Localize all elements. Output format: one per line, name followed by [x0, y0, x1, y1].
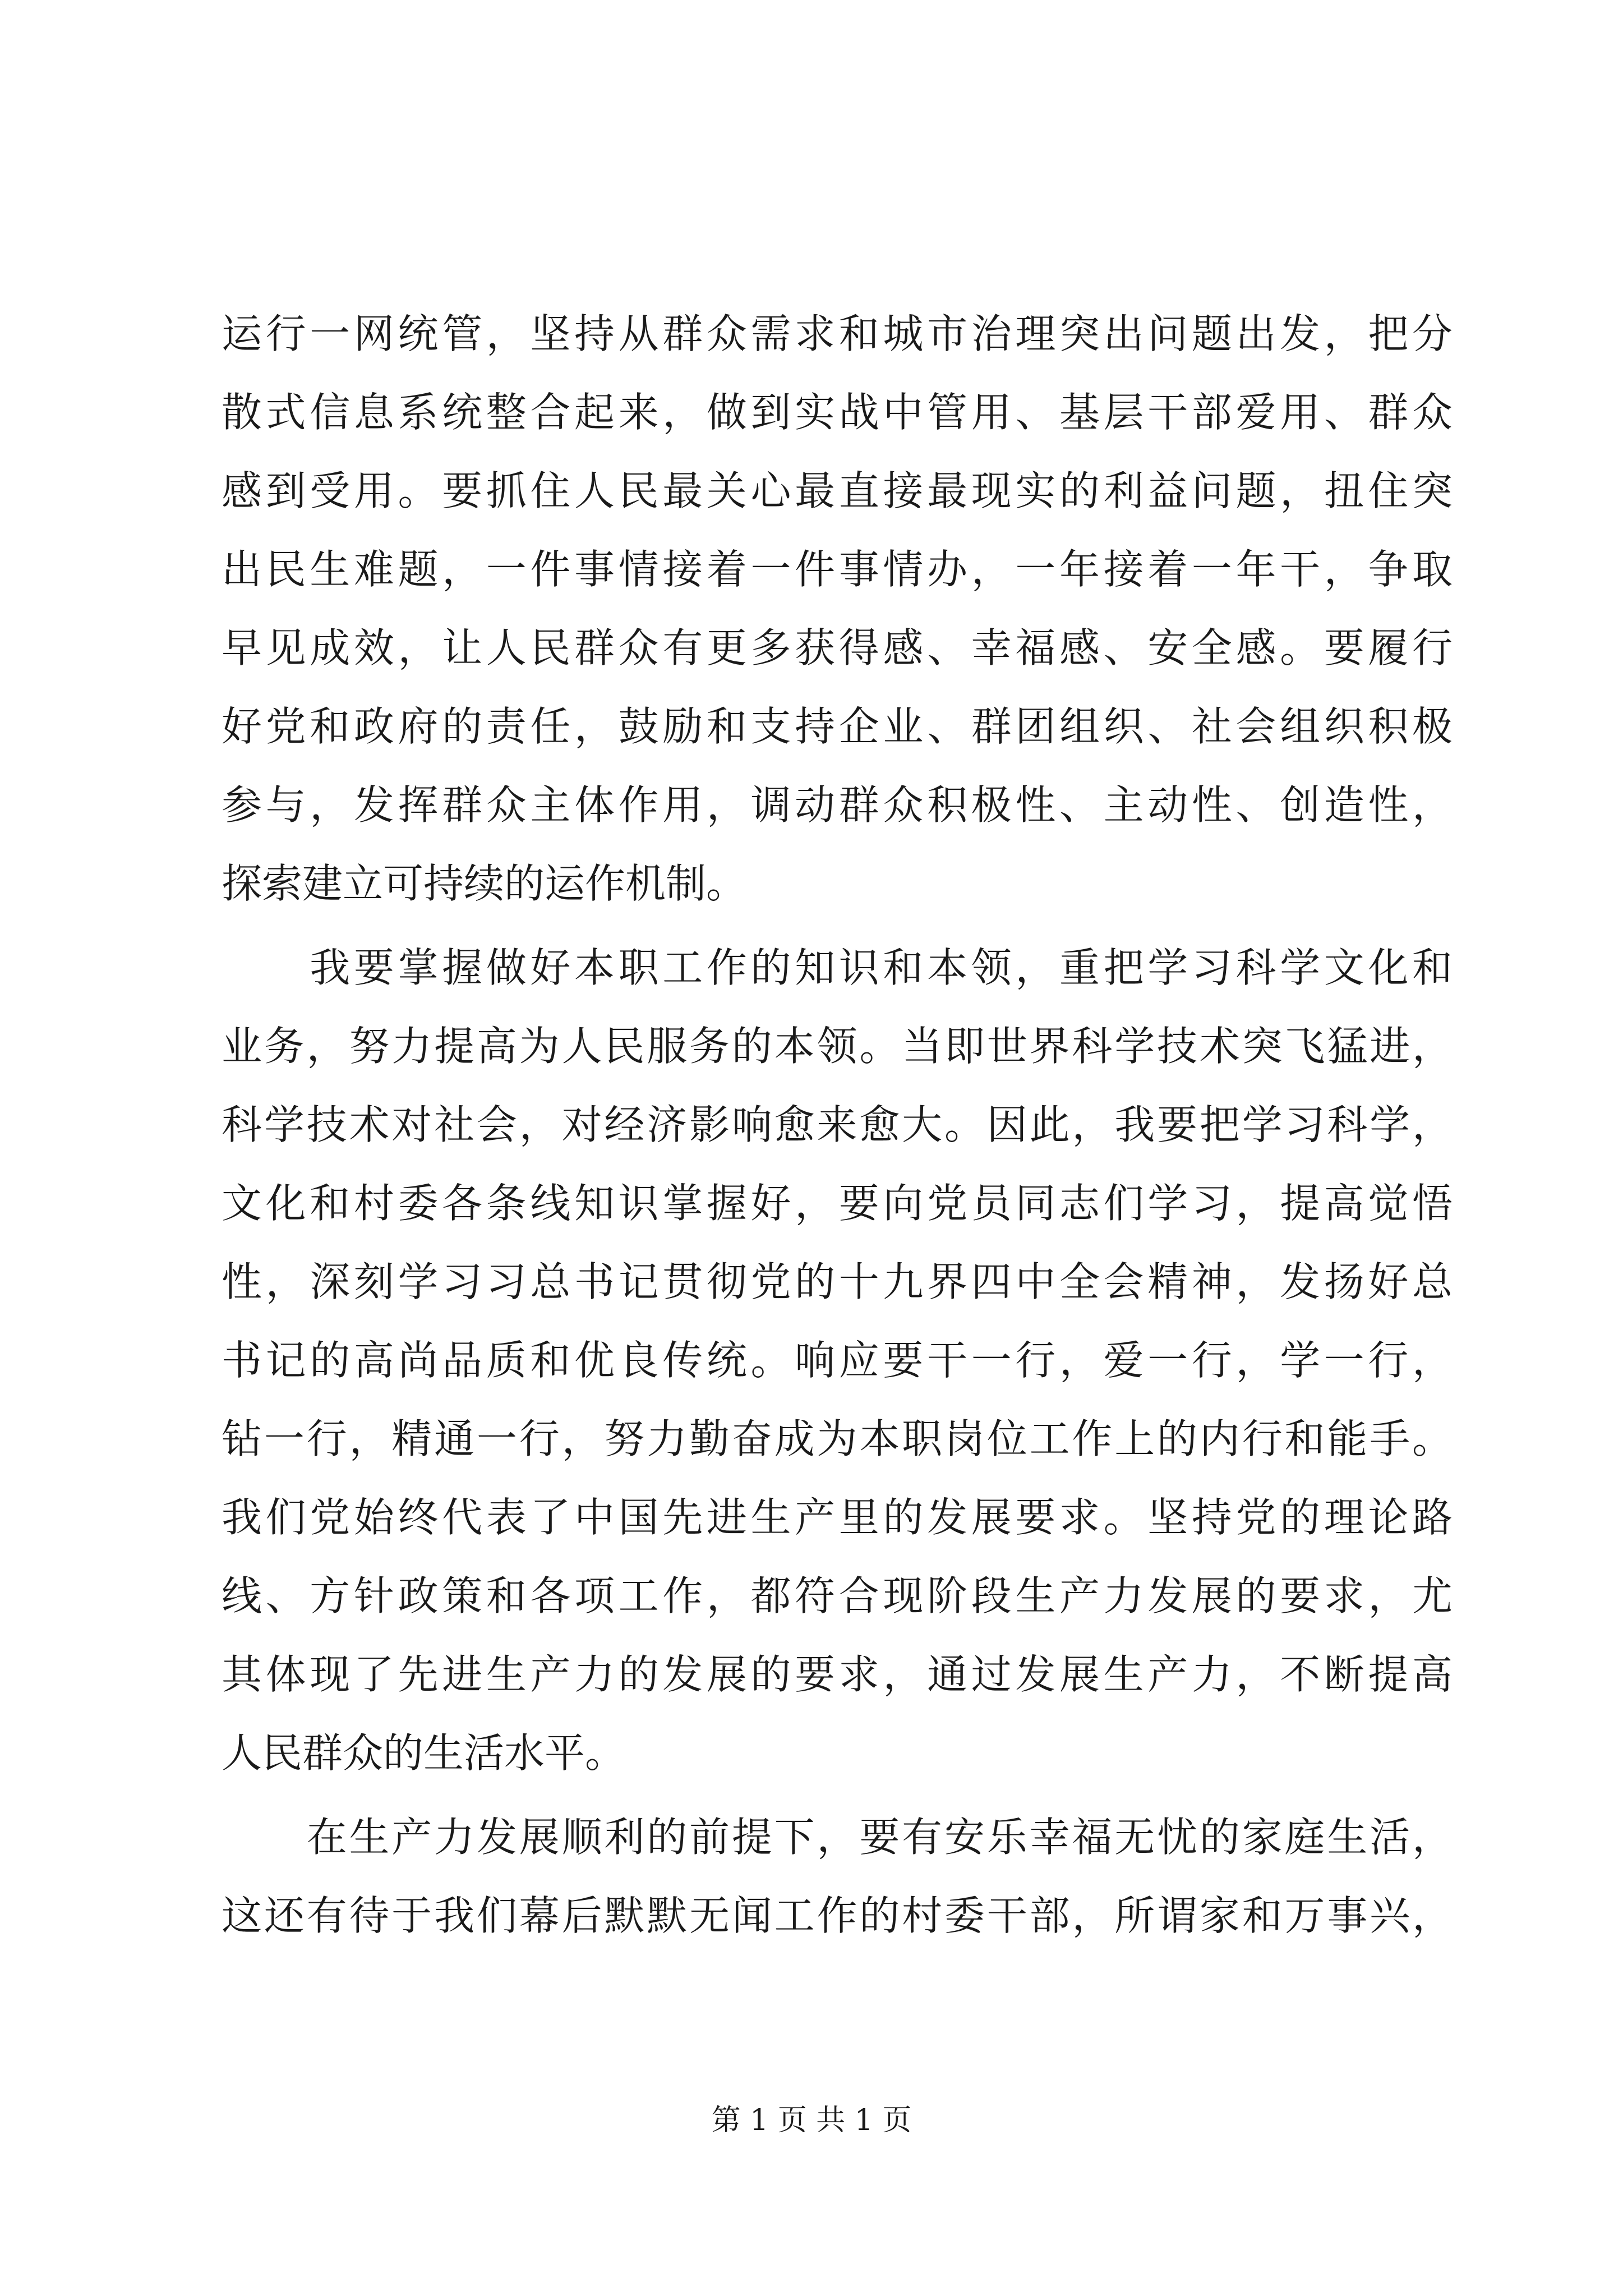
- text-line: 人民群众的生活水平。: [222, 1729, 626, 1777]
- text-line: 业务，努力提高为人民服务的本领。当即世界科学技术突飞猛进，: [222, 1023, 1453, 1070]
- document-body: [222, 295, 1453, 1955]
- text-line: 在生产力发展顺利的前提下，要有安乐幸福无忧的家庭生活，: [222, 1814, 1453, 1861]
- text-line: 科学技术对社会，对经济影响愈来愈大。因此，我要把学习科学，: [222, 1101, 1453, 1148]
- text-line: 出民生难题，一件事情接着一件事情办，一年接着一年干，争取: [222, 546, 1453, 593]
- text-line: 这还有待于我们幕后默默无闻工作的村委干部，所谓家和万事兴，: [222, 1892, 1453, 1939]
- text-line: 其体现了先进生产力的发展的要求，通过发展生产力，不断提高: [222, 1651, 1453, 1698]
- paragraph-spacer: [222, 1792, 1453, 1798]
- text-line: 探索建立可持续的运作机制。: [222, 860, 747, 907]
- paragraph-spacer: [222, 923, 1453, 928]
- text-line: 早见成效，让人民群众有更多获得感、幸福感、安全感。要履行: [222, 624, 1453, 671]
- text-line: 参与，发挥群众主体作用，调动群众积极性、主动性、创造性，: [222, 781, 1453, 829]
- paragraph-2: [222, 928, 1453, 1792]
- text-line: 好党和政府的责任，鼓励和支持企业、群团组织、社会组织积极: [222, 703, 1453, 750]
- text-line: 线、方针政策和各项工作，都符合现阶段生产力发展的要求，尤: [222, 1572, 1453, 1619]
- text-line: 钻一行，精通一行，努力勤奋成为本职岗位工作上的内行和能手。: [222, 1415, 1453, 1462]
- paragraph-3: [222, 1798, 1453, 1955]
- text-line: 散式信息系统整合起来，做到实战中管用、基层干部爱用、群众: [222, 389, 1453, 436]
- text-line: 文化和村委各条线知识掌握好，要向党员同志们学习，提高觉悟: [222, 1180, 1453, 1227]
- text-line: 性，深刻学习习总书记贯彻党的十九界四中全会精神，发扬好总: [222, 1258, 1453, 1305]
- text-line: 书记的高尚品质和优良传统。响应要干一行，爱一行，学一行，: [222, 1337, 1453, 1384]
- text-line: 运行一网统管，坚持从群众需求和城市治理突出问题出发，把分: [222, 310, 1453, 357]
- page-footer: 第 1 页 共 1 页: [711, 2104, 912, 2137]
- paragraph-1: [222, 295, 1453, 923]
- text-line: 我们党始终代表了中国先进生产里的发展要求。坚持党的理论路: [222, 1494, 1453, 1541]
- text-line: 感到受用。要抓住人民最关心最直接最现实的利益问题，扭住突: [222, 467, 1453, 514]
- text-line: 我要掌握做好本职工作的知识和本领，重把学习科学文化和: [222, 944, 1453, 991]
